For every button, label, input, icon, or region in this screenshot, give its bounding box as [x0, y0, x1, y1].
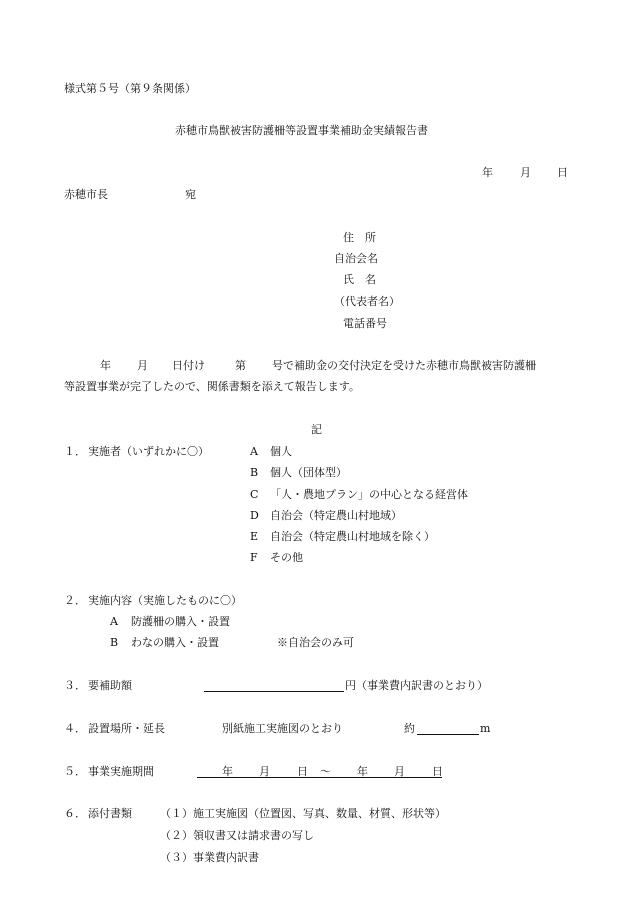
option-text: 個人（団体型） — [270, 466, 347, 479]
item2-label: 実施内容（実施したものに〇） — [88, 594, 242, 607]
addressee-name: 赤穂市長 — [64, 188, 108, 201]
page-title: 赤穂市鳥獣被害防護柵等設置事業補助金実績報告書 — [175, 124, 428, 137]
period-start-day: 日 — [297, 765, 308, 778]
item6-label: 添付書類 — [88, 807, 132, 820]
form-label: 様式第５号（第９条関係） — [64, 82, 196, 95]
item4-number: ４． — [64, 722, 86, 735]
period-end-year: 年 — [357, 765, 368, 778]
item4-approx: 約 — [404, 722, 415, 735]
option-text: 防護柵の購入・設置 — [131, 615, 230, 628]
item3-unit: 円（事業費内訳書のとおり） — [345, 679, 488, 692]
item4-label: 設置場所・延長 — [88, 722, 165, 735]
item6-number: ６． — [64, 807, 86, 820]
date-day: 日 — [557, 166, 568, 179]
option-text: 自治会（特定農山村地域） — [270, 509, 402, 522]
option-key: A — [250, 445, 258, 458]
option-text: その他 — [270, 551, 303, 564]
option-key: B — [250, 466, 259, 479]
body-month: 月 — [137, 359, 148, 372]
option-key: C — [250, 488, 259, 501]
amount-blank-line — [204, 691, 344, 692]
option-key: D — [250, 509, 259, 522]
period-start-year: 年 — [222, 765, 233, 778]
applicant-address-label: 住 所 — [343, 231, 376, 244]
length-blank-line — [417, 734, 479, 735]
applicant-assoc-label: 自治会名 — [334, 252, 378, 265]
option-key: F — [250, 551, 258, 564]
body-line1-rest: 号で補助金の交付決定を受けた赤穂市鳥獣被害防護柵 — [272, 359, 536, 372]
period-start-month: 月 — [259, 765, 270, 778]
period-separator: ～ — [320, 765, 331, 778]
item3-number: ３． — [64, 679, 86, 692]
option-key: A — [110, 615, 118, 628]
body-year: 年 — [100, 359, 111, 372]
addressee-suffix: 宛 — [185, 188, 196, 201]
date-month: 月 — [520, 166, 531, 179]
item5-number: ５． — [64, 765, 86, 778]
item4-unit: m — [480, 722, 491, 735]
applicant-name-label: 氏 名 — [343, 273, 376, 286]
option-text: わなの購入・設置 — [131, 636, 219, 649]
period-end-day: 日 — [432, 765, 443, 778]
item1-label: 実施者（いずれかに〇） — [88, 445, 209, 458]
body-no: 第 — [235, 359, 246, 372]
applicant-phone-label: 電話番号 — [343, 317, 387, 330]
option-text: 自治会（特定農山村地域を除く） — [270, 530, 435, 543]
option-key: E — [250, 530, 259, 543]
applicant-rep-label: （代表者名） — [334, 295, 400, 308]
body-dated: 日付け — [172, 359, 205, 372]
item2-note: ※自治会のみ可 — [277, 636, 354, 649]
period-end-month: 月 — [394, 765, 405, 778]
item4-value: 別紙施工実施図のとおり — [222, 722, 343, 735]
item1-number: １． — [64, 445, 86, 458]
date-year: 年 — [482, 166, 493, 179]
attachment-item: （２）領収書又は請求書の写し — [160, 829, 314, 842]
item5-label: 事業実施期間 — [88, 765, 154, 778]
item2-number: ２． — [64, 594, 86, 607]
option-key: B — [110, 636, 119, 649]
option-text: 個人 — [270, 445, 292, 458]
item3-label: 要補助額 — [88, 679, 132, 692]
ki-heading: 記 — [311, 423, 322, 436]
attachment-item: （１）施工実施図（位置図、写真、数量、材質、形状等） — [160, 807, 446, 820]
attachment-item: （３）事業費内訳書 — [160, 851, 259, 864]
option-text: 「人・農地プラン」の中心となる経営体 — [270, 488, 468, 501]
body-line2: 等設置事業が完了したので、関係書類を添えて報告します。 — [64, 380, 360, 393]
